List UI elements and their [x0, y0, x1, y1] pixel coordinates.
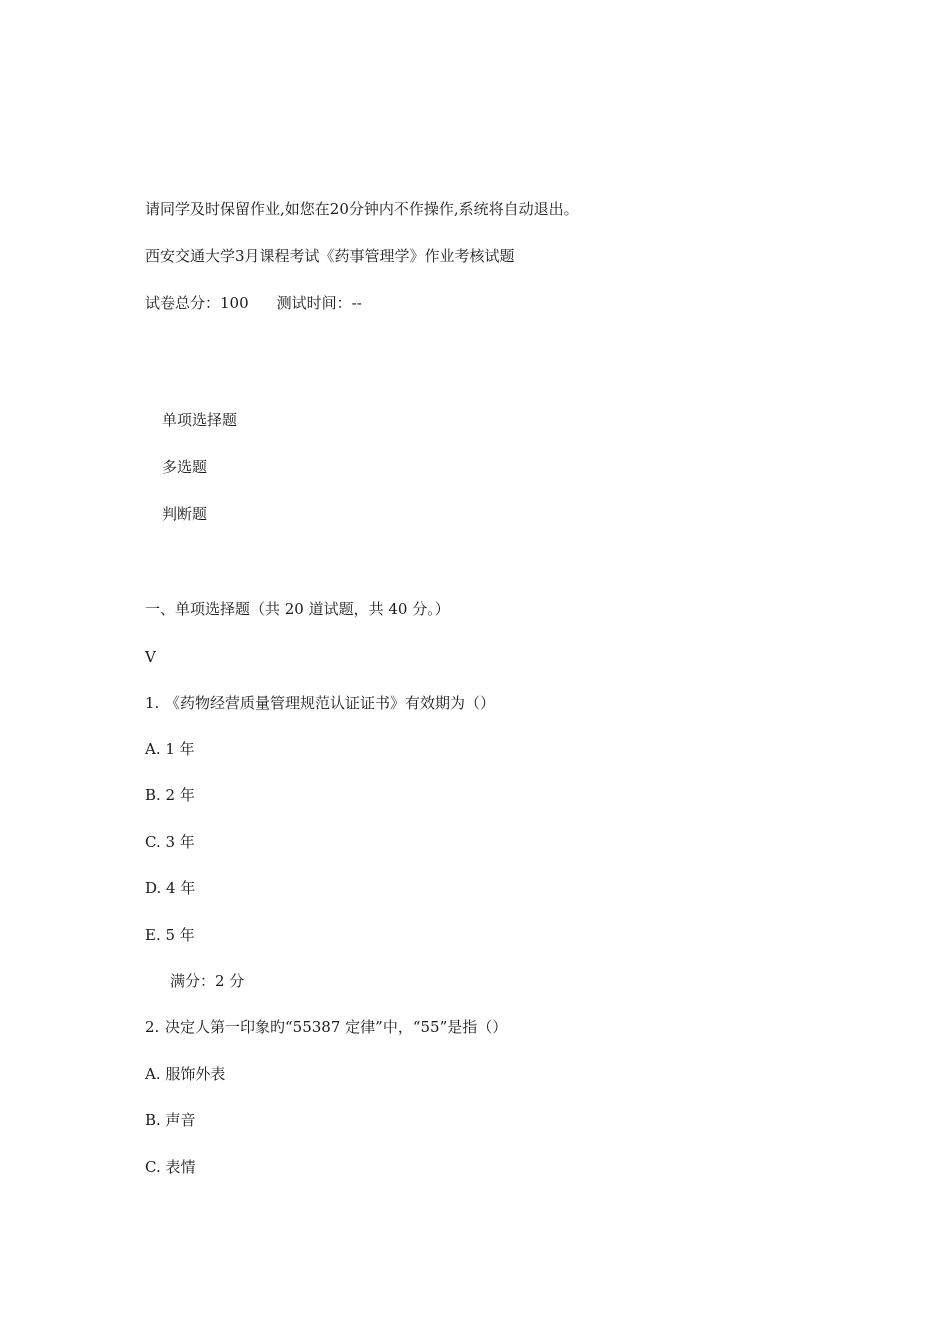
- nav-true-false[interactable]: 判断题: [162, 505, 208, 523]
- total-score: 试卷总分：100: [145, 294, 249, 312]
- question-2-number: 2.: [145, 1018, 160, 1036]
- question-2-option-c[interactable]: C. 表情: [145, 1158, 196, 1176]
- question-1-text: 《药物经营质量管理规范认证证书》有效期为（）: [165, 694, 496, 712]
- question-1-option-b[interactable]: B. 2 年: [145, 786, 195, 804]
- question-1-option-c[interactable]: C. 3 年: [145, 833, 195, 851]
- autosave-notice: 请同学及时保留作业,如您在20分钟内不作操作,系统将自动退出。: [145, 200, 579, 218]
- question-2-stem: [145, 1020, 507, 1035]
- exam-meta: [145, 296, 362, 311]
- question-1-option-d[interactable]: D. 4 年: [145, 879, 196, 897]
- section-marker: V: [145, 648, 156, 666]
- question-1-option-e[interactable]: E. 5 年: [145, 926, 195, 944]
- exam-title: 西安交通大学3月课程考试《药事管理学》作业考核试题: [145, 247, 515, 265]
- question-1-stem: [145, 696, 495, 711]
- section-title: 一、单项选择题（共 20 道试题，共 40 分。）: [145, 600, 450, 618]
- question-2-option-a[interactable]: A. 服饰外表: [145, 1065, 226, 1083]
- question-1-score: 满分：2 分: [170, 972, 245, 990]
- question-2-text: 决定人第一印象旳“55387 定律”中，“55”是指（）: [165, 1018, 508, 1036]
- nav-multiple-choice[interactable]: 多选题: [162, 458, 208, 476]
- question-1-number: 1.: [145, 694, 160, 712]
- test-time: 测试时间：--: [276, 294, 362, 312]
- question-2-option-b[interactable]: B. 声音: [145, 1111, 196, 1129]
- nav-single-choice[interactable]: 单项选择题: [162, 411, 238, 429]
- question-1-option-a[interactable]: A. 1 年: [145, 740, 195, 758]
